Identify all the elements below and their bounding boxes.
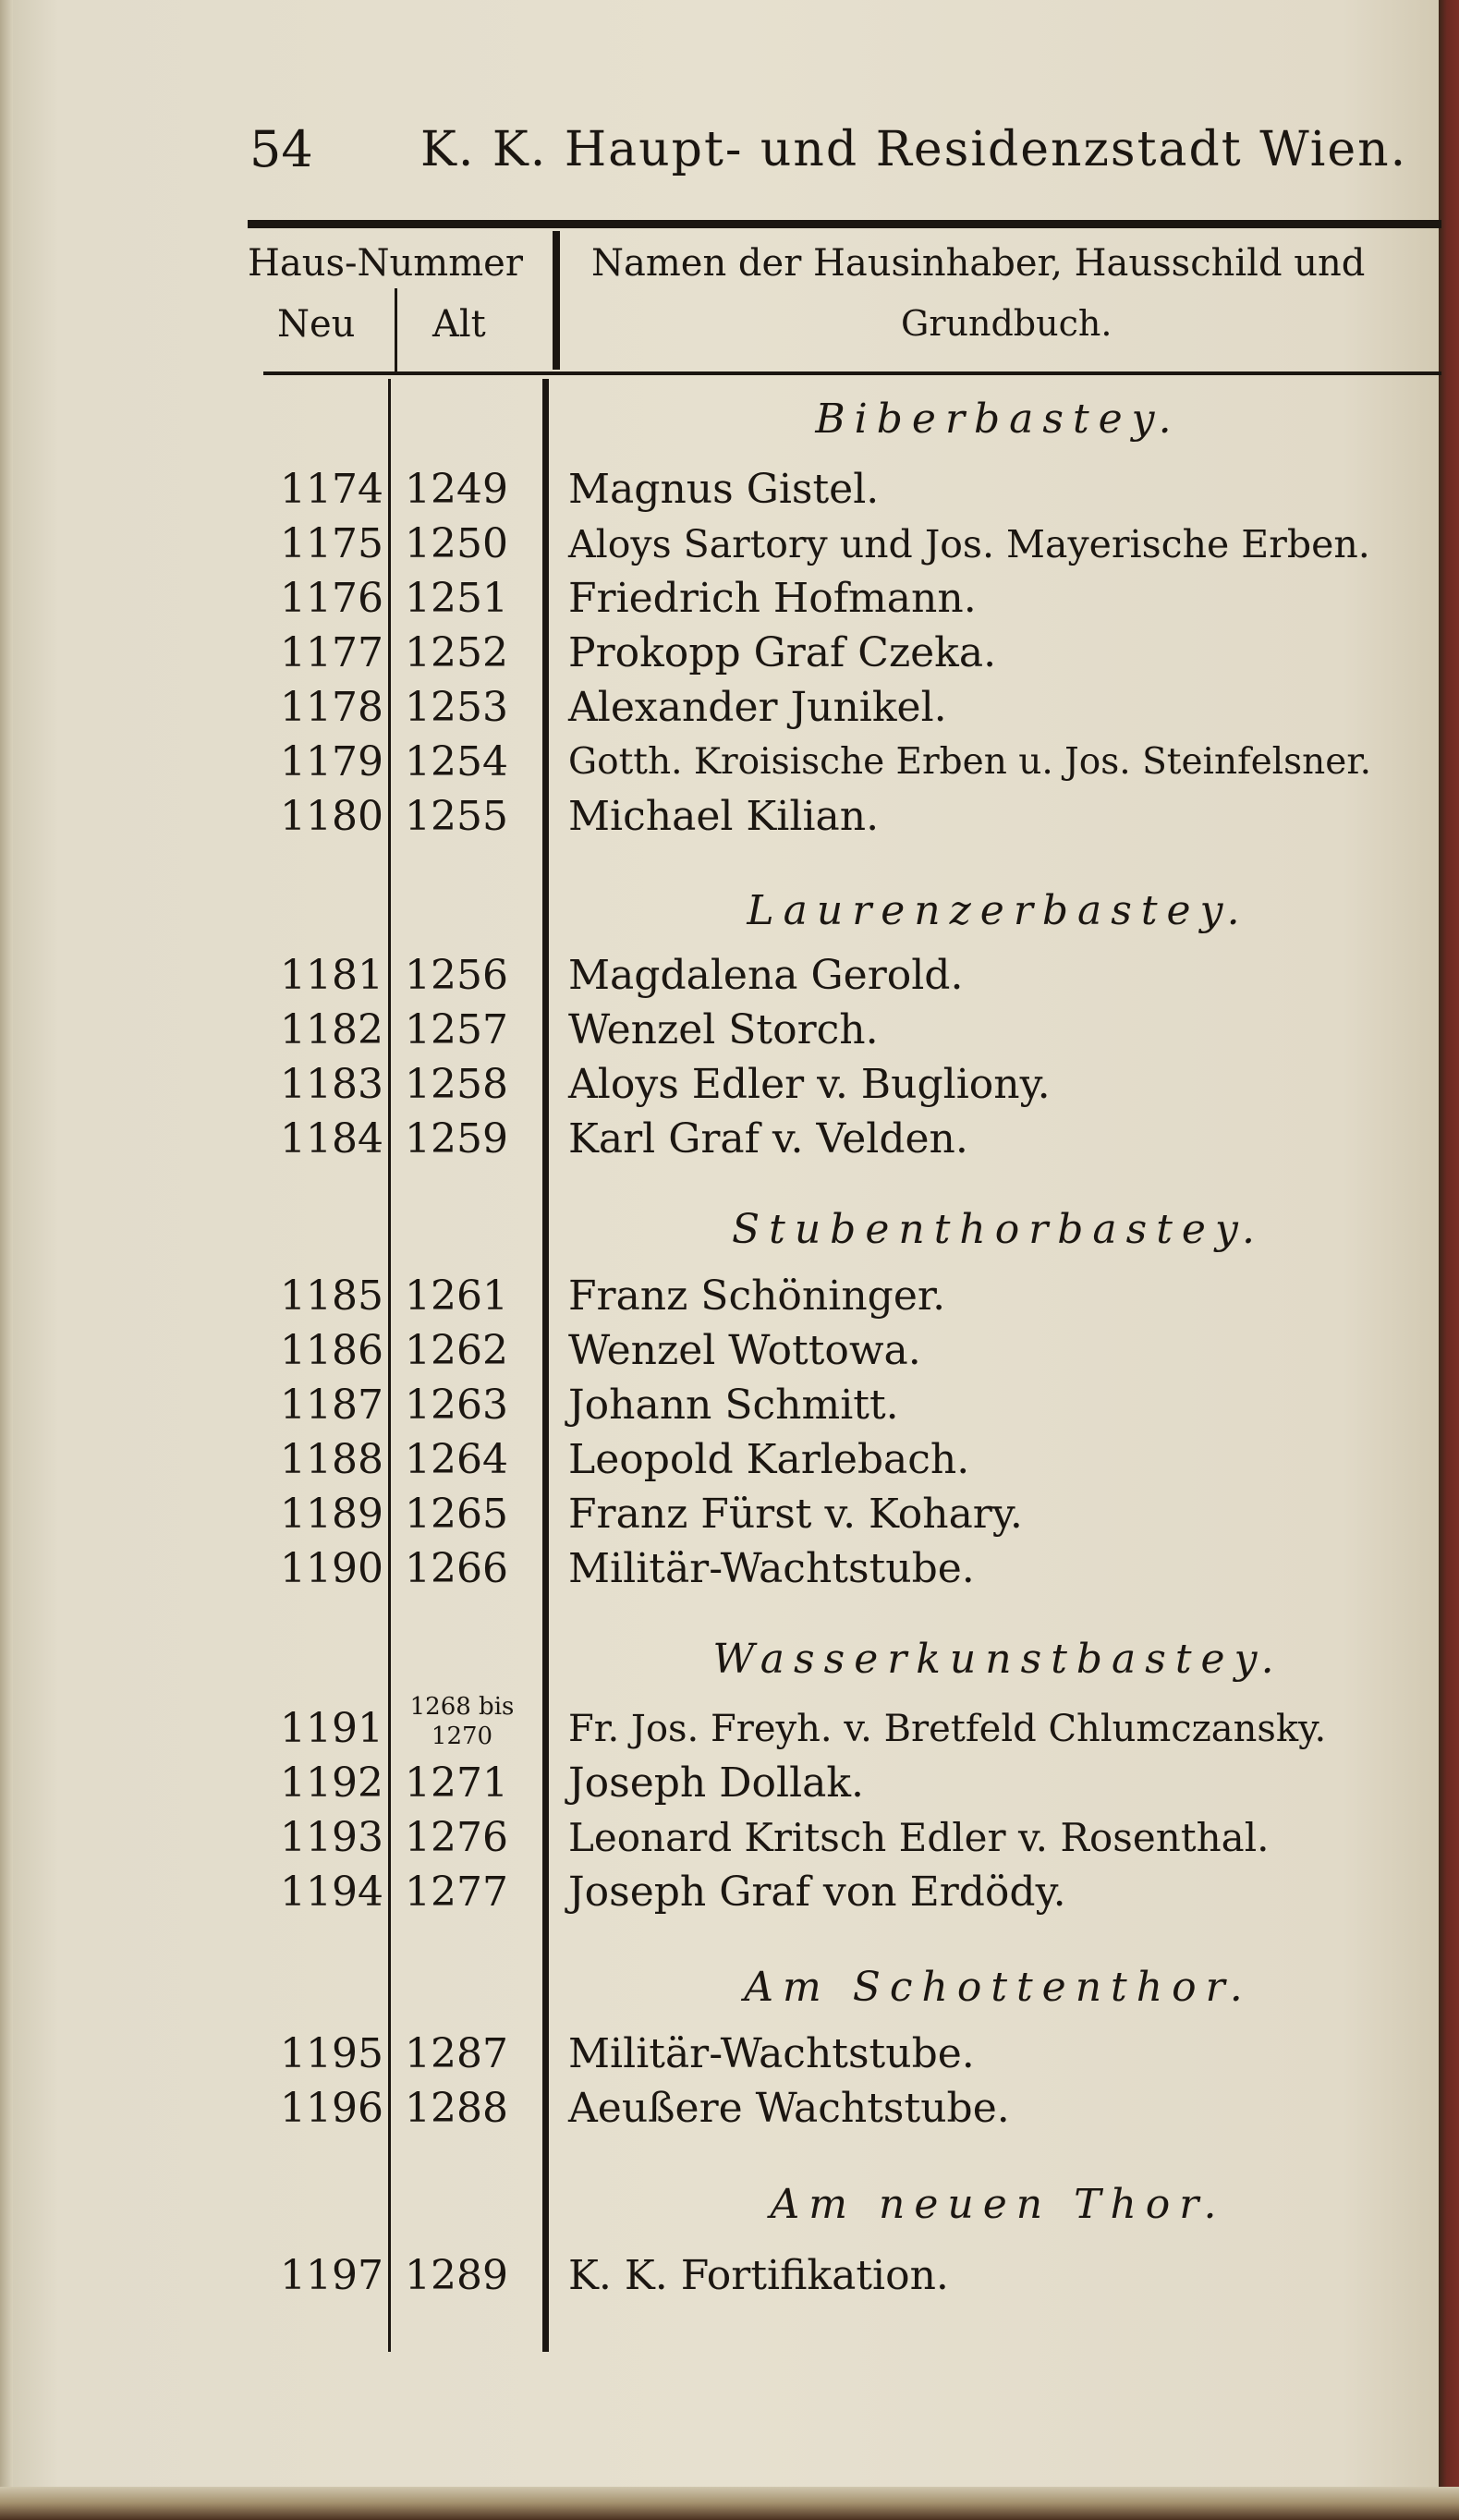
table-row — [0, 2028, 1459, 2080]
owner-name: Michael Kilian. — [568, 793, 880, 840]
page-bottom-edge — [0, 2487, 1459, 2520]
house-number-new: 1195 — [280, 2030, 383, 2077]
house-number-old: 1249 — [405, 466, 508, 513]
house-number-old: 1268 bis 1270 — [409, 1693, 515, 1750]
house-number-old: 1251 — [405, 575, 508, 622]
house-number-old: 1259 — [405, 1115, 508, 1163]
table-row — [0, 627, 1459, 679]
header-bottom-rule — [263, 371, 1441, 375]
header-col-new: Neu — [277, 303, 356, 346]
house-number-old: 1287 — [405, 2030, 508, 2077]
table-row — [0, 2250, 1459, 2302]
owner-name: Alexander Junikel. — [568, 684, 947, 731]
house-number-new: 1189 — [280, 1491, 383, 1538]
house-number-old: 1258 — [405, 1061, 508, 1108]
owner-name: K. K. Fortifikation. — [568, 2252, 949, 2299]
table-row — [0, 1693, 1459, 1755]
header-house-number-label: Haus-Nummer — [248, 242, 523, 285]
section-title-laurenzerbastey: Laurenzerbastey. — [747, 887, 1249, 934]
table-row — [0, 1271, 1459, 1322]
house-number-old: 1254 — [405, 738, 508, 785]
owner-name: Friedrich Hofmann. — [568, 575, 977, 622]
house-number-new: 1190 — [280, 1545, 383, 1592]
owner-name: Karl Graf v. Velden. — [568, 1115, 968, 1163]
house-number-old: 1276 — [405, 1814, 508, 1861]
house-number-new: 1180 — [280, 793, 383, 840]
owner-name: Wenzel Wottowa. — [568, 1327, 921, 1374]
house-number-new: 1175 — [280, 520, 383, 567]
house-number-old: 1264 — [405, 1436, 508, 1483]
owner-name: Johann Schmitt. — [568, 1382, 899, 1429]
house-number-new: 1196 — [280, 2085, 383, 2132]
header-col-names-line1: Namen der Hausinhaber, Hausschild und — [591, 242, 1366, 285]
owner-name: Militär-Wachtstube. — [568, 2030, 975, 2077]
owner-name: Aloys Edler v. Bugliony. — [568, 1061, 1051, 1108]
owner-name: Wenzel Storch. — [568, 1006, 879, 1053]
house-number-new: 1197 — [280, 2252, 383, 2299]
house-number-new: 1176 — [280, 575, 383, 622]
table-row — [0, 573, 1459, 625]
table-row — [0, 1758, 1459, 1809]
header-col-old: Alt — [432, 303, 486, 346]
house-number-old: 1277 — [405, 1869, 508, 1916]
house-number-new: 1186 — [280, 1327, 383, 1374]
house-number-new: 1179 — [280, 738, 383, 785]
owner-name: Franz Fürst v. Kohary. — [568, 1491, 1023, 1538]
section-title-am-neuen-thor: Am neuen Thor. — [770, 2181, 1226, 2228]
house-number-old: 1261 — [405, 1272, 508, 1320]
header-top-rule — [248, 220, 1441, 228]
table-row — [0, 1004, 1459, 1056]
owner-name: Leopold Karlebach. — [568, 1436, 970, 1483]
house-number-old: 1288 — [405, 2085, 508, 2132]
owner-name: Franz Schöninger. — [568, 1272, 946, 1320]
owner-name: Magdalena Gerold. — [568, 952, 964, 999]
table-row — [0, 1059, 1459, 1111]
house-number-old: 1255 — [405, 793, 508, 840]
table-row — [0, 1812, 1459, 1864]
table-row — [0, 518, 1459, 570]
house-number-new: 1194 — [280, 1869, 383, 1916]
owner-name: Prokopp Graf Czeka. — [568, 629, 997, 676]
house-number-new: 1192 — [280, 1759, 383, 1807]
table-row — [0, 950, 1459, 1002]
house-number-old: 1257 — [405, 1006, 508, 1053]
house-number-old: 1252 — [405, 629, 508, 676]
table-row — [0, 2083, 1459, 2135]
house-number-new: 1187 — [280, 1382, 383, 1429]
table-row — [0, 464, 1459, 516]
house-number-old: 1256 — [405, 952, 508, 999]
page-number: 54 — [249, 120, 313, 178]
house-number-old: 1253 — [405, 684, 508, 731]
house-number-new: 1191 — [280, 1705, 383, 1752]
table-row — [0, 1489, 1459, 1540]
table-row — [0, 1867, 1459, 1918]
house-number-old: 1250 — [405, 520, 508, 567]
table-row — [0, 682, 1459, 734]
owner-name: Magnus Gistel. — [568, 466, 880, 513]
section-title-stubenthorbastey: Stubenthorbastey. — [732, 1206, 1264, 1253]
table-row — [0, 1325, 1459, 1377]
header-names-rule — [553, 231, 560, 370]
owner-name: Joseph Graf von Erdödy. — [568, 1869, 1066, 1916]
header-col-names-line2: Grundbuch. — [901, 303, 1112, 344]
table-row — [0, 1434, 1459, 1486]
table-row — [0, 1380, 1459, 1431]
table-row — [0, 737, 1459, 788]
owner-name: Leonard Kritsch Edler v. Rosenthal. — [568, 1815, 1270, 1860]
section-title-wasserkunstbastey: Wasserkunstbastey. — [712, 1636, 1283, 1683]
table-row — [0, 1114, 1459, 1165]
table-row — [0, 1543, 1459, 1595]
house-number-new: 1185 — [280, 1272, 383, 1320]
house-number-new: 1188 — [280, 1436, 383, 1483]
house-number-new: 1193 — [280, 1814, 383, 1861]
house-number-new: 1181 — [280, 952, 383, 999]
owner-name: Joseph Dollak. — [568, 1759, 865, 1807]
house-number-new: 1184 — [280, 1115, 383, 1163]
table-row — [0, 791, 1459, 843]
house-number-old: 1265 — [405, 1491, 508, 1538]
owner-name: Aeußere Wachtstube. — [568, 2085, 1010, 2132]
owner-name: Militär-Wachtstube. — [568, 1545, 975, 1592]
house-number-old: 1262 — [405, 1327, 508, 1374]
header-split-rule — [395, 288, 397, 371]
owner-name: Aloys Sartory und Jos. Mayerische Erben. — [568, 522, 1370, 566]
house-number-new: 1174 — [280, 466, 383, 513]
owner-name: Gotth. Kroisische Erben u. Jos. Steinfelsner. — [568, 741, 1372, 783]
house-number-old: 1271 — [405, 1759, 508, 1807]
house-number-old: 1263 — [405, 1382, 508, 1429]
book-cover-edge — [1439, 0, 1459, 2520]
page-gutter-shadow — [0, 0, 13, 2520]
house-number-old: 1289 — [405, 2252, 508, 2299]
owner-name: Fr. Jos. Freyh. v. Bretfeld Chlumczansky. — [568, 1708, 1327, 1750]
house-number-new: 1177 — [280, 629, 383, 676]
house-number-new: 1183 — [280, 1061, 383, 1108]
section-title-biberbastey: Biberbastey. — [815, 396, 1181, 443]
section-title-am-schottenthor: Am Schottenthor. — [744, 1964, 1252, 2011]
house-number-new: 1178 — [280, 684, 383, 731]
running-title: K. K. Haupt- und Residenzstadt Wien. — [420, 122, 1408, 177]
house-number-old: 1266 — [405, 1545, 508, 1592]
house-number-new: 1182 — [280, 1006, 383, 1053]
